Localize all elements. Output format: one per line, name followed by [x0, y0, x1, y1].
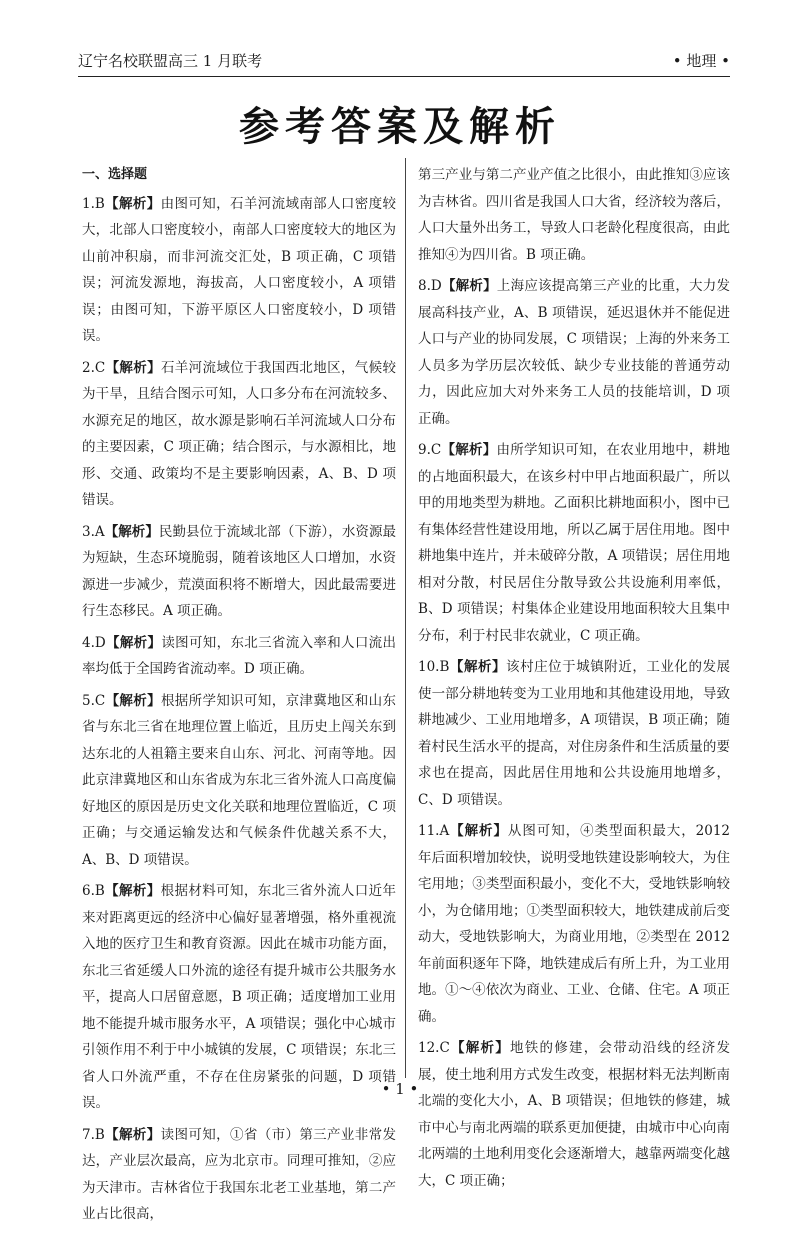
header-subject: • 地理 • — [672, 51, 730, 70]
answer-item — [82, 191, 396, 350]
answer-number: 6.B — [82, 883, 105, 899]
right-column — [418, 162, 730, 1199]
analysis-tag: 【解析】 — [105, 359, 161, 376]
analysis-tag: 【解析】 — [105, 634, 162, 651]
answer-number: 5.C — [82, 692, 106, 709]
answer-number: 9.C — [418, 442, 442, 458]
analysis-tag: 【解析】 — [441, 278, 497, 294]
analysis-tag: 【解析】 — [104, 883, 161, 899]
page-header — [78, 48, 730, 77]
answer-item — [418, 818, 730, 1030]
analysis-text: 从图可知，④类型面积最大，2012 年后面积增加较快，说明受地铁建设影响较大，为住宅用地；③类型面积最小，变化不大，受地铁影响较小，为仓储用地；①类型面积较大，地铁建成前后变动大，受地铁影响大，为商业用地，②类型在 2012 年前面积逐年下降，地铁建成后有所上升，为工业用地。①～④依次为商业、工业、仓储、住宅。A 项正确。 — [418, 823, 730, 1025]
answer-number: 12.C — [418, 1040, 450, 1056]
analysis-text: 地铁的修建，会带动沿线的经济发展，使土地利用方式发生改变，根据材料无法判断南北端的变化大小，A、B 项错误；但地铁的修建，城市中心与南北两端的联系更加便捷，由城市中心向南北两端的土地利用变化会逐渐增大，越靠两端变化越大，C 项正确； — [418, 1040, 731, 1189]
answer-number: 3.A — [82, 523, 105, 540]
left-column — [82, 162, 396, 1233]
section-heading: 一、选择题 — [82, 167, 148, 182]
answer-item — [82, 519, 396, 625]
answer-item — [82, 630, 396, 683]
answer-item — [418, 654, 730, 813]
answer-number: 7.B — [82, 1126, 105, 1143]
answer-number: 4.D — [82, 634, 106, 651]
analysis-text: 读图可知，东北三省流入率和人口流出率均低于全国跨省流动率。D 项正确。 — [82, 634, 397, 677]
answer-item — [82, 1122, 396, 1228]
analysis-tag: 【解析】 — [449, 659, 507, 675]
analysis-text: 该村庄位于城镇附近，工业化的发展使一部分耕地转变为工业用地和其他建设用地，导致耕地减少、工业用地增多，A 项错误，B 项正确；随着村民生活水平的提高，对住房条件和生活质量的要求也在提高，因此居住用地和公共设施用地增多，C、D 项错误。 — [418, 659, 731, 808]
analysis-text: 民勤县位于流域北部（下游），水资源最为短缺，生态环境脆弱，随着该地区人口增加，水资源进一步减少，荒漠面积将不断增大，因此最需要进行生态移民。A 项正确。 — [82, 523, 397, 619]
answer-number: 2.C — [82, 359, 106, 376]
analysis-text: 由所学知识可知，在农业用地中，耕地的占地面积最大，在该乡村中甲占地面积最广，所以甲的用地类型为耕地。乙面积比耕地面积小，图中已有集体经营性建设用地，所以乙属于居住用地。图中耕地集中连片，并未破碎分散，A 项错误；居住用地相对分散，村民居住分散导致公共设施利用率低，B、D 项错误；村集体企业建设用地面积较大且集中分布，利于村民非农就业，C 项正确。 — [418, 442, 731, 644]
analysis-text: 读图可知，①省（市）第三产业非常发达，产业层次最高，应为北京市。同理可推知，②应为天津市。吉林省位于我国东北老工业基地，第二产业占比很高， — [82, 1126, 397, 1222]
analysis-text: 根据材料可知，东北三省外流人口近年来对距离更远的经济中心偏好显著增强，格外重视流入地的医疗卫生和教育资源。因此在城市功能方面，东北三省延缓人口外流的途径有提升城市公共服务水平，提高人口居留意愿，B 项正确；适度增加工业用地不能提升城市服务水平，A 项错误；强化中心城市引领作用不利于中小城镇的发展，C 项错误；东北三省人口外流严重，不存在住房紧张的问题，D 项错误。 — [82, 883, 397, 1111]
answer-item — [82, 688, 396, 874]
analysis-tag: 【解析】 — [104, 1126, 161, 1143]
analysis-tag: 【解析】 — [105, 692, 161, 709]
analysis-text: 根据所学知识可知，京津冀地区和山东省与东北三省在地理位置上临近，且历史上闯关东到达东北的人祖籍主要来自山东、河北、河南等地。因此京津冀地区和山东省成为东北三省外流人口高度偏好地区的原因是历史文化关联和地理位置临近，C 项正确；与交通运输发达和气候条件优越关系不大，A、B、D 项错误。 — [82, 692, 397, 868]
answer-number: 10.B — [418, 659, 450, 675]
answer-number: 11.A — [418, 823, 450, 839]
analysis-text: 石羊河流域位于我国西北地区，气候较为干旱，且结合图示可知，人口多分布在河流较多、水源充足的地区，故水源是影响石羊河流域人口分布的主要因素，C 项正确；结合图示，与水源相比，地形、交通、政策均不是主要影响因素，A、B、D 项错误。 — [82, 359, 397, 508]
answer-number: 8.D — [418, 278, 442, 294]
header-exam-name: 辽宁名校联盟高三 1 月联考 — [78, 51, 263, 70]
analysis-tag: 【解析】 — [104, 195, 161, 212]
answer-item — [418, 1035, 730, 1194]
page-title: 参考答案及解析 — [239, 104, 561, 150]
answer-number: 1.B — [82, 195, 105, 212]
analysis-text: 由图可知，石羊河流域南部人口密度较大，北部人口密度较小，南部人口密度较大的地区为山前冲积扇，而非河流交汇处，B 项正确，C 项错误；河流发源地，海拔高，人口密度较小，A 项错误；由图可知，下游平原区人口密度较小，D 项错误。 — [82, 195, 397, 344]
page-number: • 1 • — [381, 1080, 419, 1098]
analysis-tag: 【解析】 — [441, 442, 497, 458]
analysis-text: 上海应该提高第三产业的比重，大力发展高科技产业，A、B 项错误，延迟退休并不能促进人口与产业的协同发展，C 项错误；上海的外来务工人员多为学历层次较低、缺少专业技能的普通劳动力，因此应加大对外来务工人员的技能培训，D 项正确。 — [418, 278, 731, 427]
answer-item — [82, 355, 396, 514]
question-7-continuation: 第三产业与第二产业产值之比很小，由此推知③应该为吉林省。四川省是我国人口大省，经济较为落后，人口大量外出务工，导致人口老龄化程度很高，由此推知④为四川省。B 项正确。 — [418, 167, 730, 263]
column-divider — [405, 158, 406, 1078]
analysis-tag: 【解析】 — [104, 523, 159, 540]
analysis-tag: 【解析】 — [449, 1040, 511, 1056]
answer-item — [418, 437, 730, 649]
analysis-tag: 【解析】 — [449, 823, 508, 839]
answer-item — [418, 273, 730, 432]
